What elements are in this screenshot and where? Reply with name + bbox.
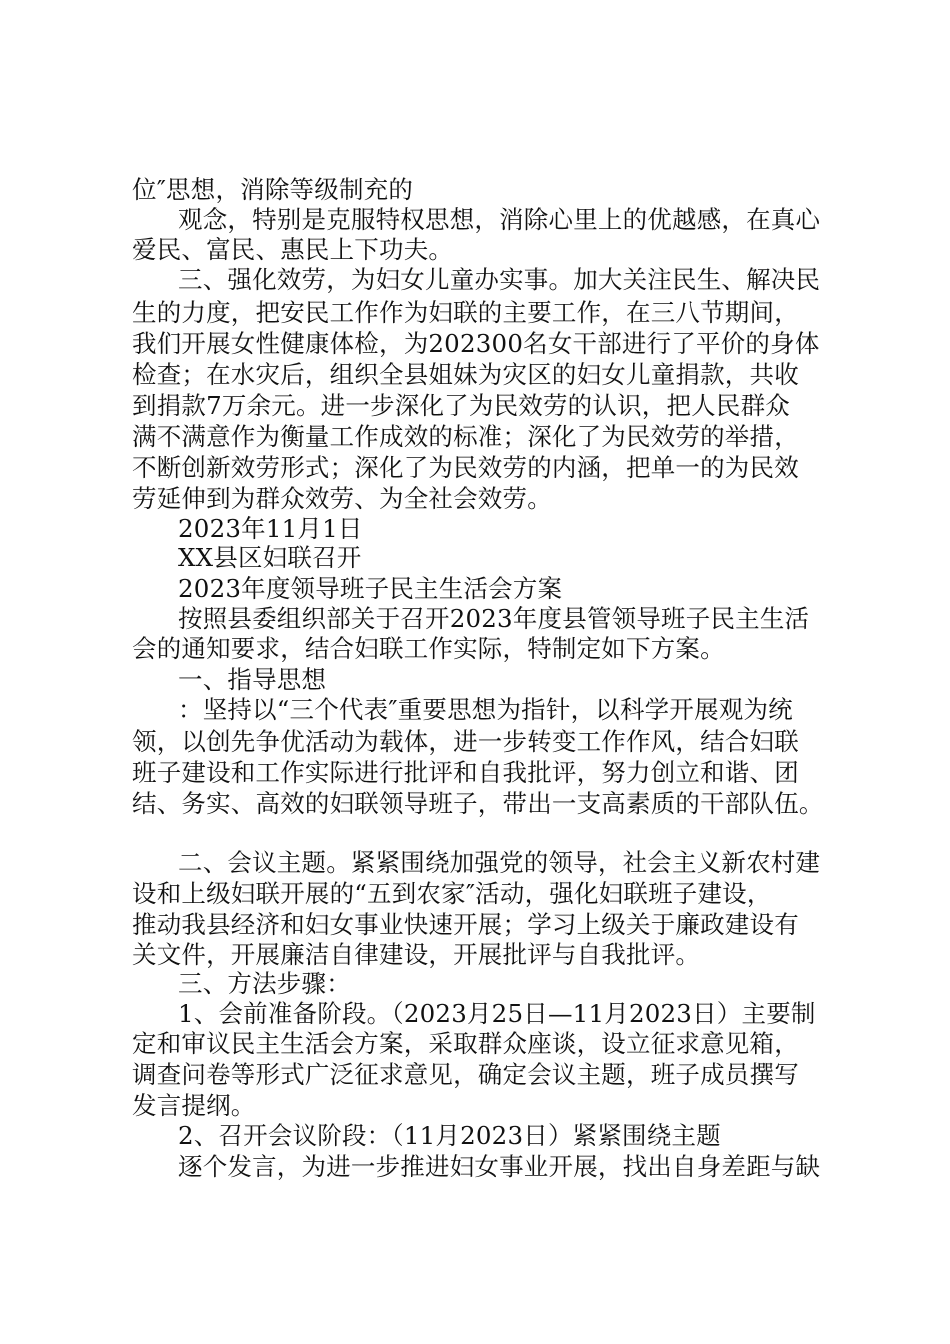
text-line: 设和上级妇联开展的“五到农家″活动，强化妇联班子建设， [132, 879, 772, 908]
text-line: 位″思想，消除等级制充的 [132, 175, 414, 204]
text-line: 爱民、富民、惠民上下功夫。 [132, 235, 454, 264]
text-line: 到捐款7万余元。进一步深化了为民效劳的认识，把人民群众 [132, 391, 790, 420]
text-line: 结、务实、高效的妇联领导班子，带出一支高素质的干部队伍。 [132, 789, 824, 818]
text-line: 劳延伸到为群众效劳、为全社会效劳。 [132, 484, 552, 513]
text-line: 三、方法步骤： [178, 969, 351, 998]
text-line: 调查问卷等形式广泛征求意见，确定会议主题，班子成员撰写 [132, 1060, 799, 1089]
text-line: 关文件，开展廉洁自律建设，开展批评与自我批评。 [132, 940, 701, 969]
text-line: 不断创新效劳形式；深化了为民效劳的内涵，把单一的为民效 [132, 453, 799, 482]
text-line: 会的通知要求，结合妇联工作实际，特制定如下方案。 [132, 634, 725, 663]
text-line: 检查；在水灾后，组织全县姐妹为灾区的妇女儿童捐款，共收 [132, 360, 799, 389]
text-line: 逐个发言，为进一步推进妇女事业开展，找出自身差距与缺 [178, 1152, 821, 1181]
text-line: 我们开展女性健康体检，为202300名女干部进行了平价的身体 [132, 329, 820, 358]
text-line: ：坚持以“三个代表″重要思想为指针，以科学开展观为统 [178, 695, 793, 724]
text-line: 2023年度领导班子民主生活会方案 [178, 574, 563, 603]
text-line: 2023年11月1日 [178, 514, 363, 543]
text-line: 按照县委组织部关于召开2023年度县管领导班子民主生活 [178, 604, 810, 633]
text-line: 三、强化效劳，为妇女儿童办实事。加大关注民生、解决民 [178, 265, 821, 294]
text-line: 推动我县经济和妇女事业快速开展；学习上级关于廉政建设有 [132, 910, 799, 939]
text-line: 2、召开会议阶段：（11月2023日）紧紧围绕主题 [178, 1121, 721, 1150]
text-line: XX县区妇联召开 [178, 543, 362, 572]
text-line: 1、会前准备阶段。（2023月25日—11月2023日）主要制 [178, 999, 816, 1028]
text-line: 领，以创先争优活动为载体，进一步转变工作作风，结合妇联 [132, 727, 799, 756]
text-line: 观念，特别是克服特权思想，消除心里上的优越感，在真心 [178, 205, 821, 234]
text-line: 满不满意作为衡量工作成效的标准；深化了为民效劳的举措， [132, 422, 799, 451]
text-line: 二、会议主题。紧紧围绕加强党的领导，社会主义新农村建 [178, 848, 821, 877]
text-line: 生的力度，把安民工作作为妇联的主要工作，在三八节期间， [132, 298, 799, 327]
text-line: 发言提纲。 [132, 1091, 256, 1120]
text-line: 一、指导思想 [178, 665, 327, 694]
text-line: 定和审议民主生活会方案，采取群众座谈，设立征求意见箱， [132, 1029, 799, 1058]
text-line: 班子建设和工作实际进行批评和自我批评，努力创立和谐、团 [132, 758, 799, 787]
